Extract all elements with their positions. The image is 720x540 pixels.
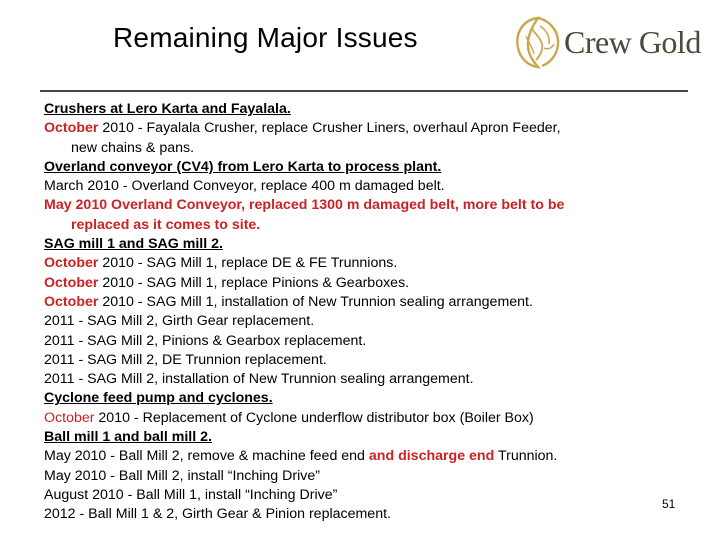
list-item	[44, 119, 644, 138]
list-item-continuation: replaced as it comes to site.	[71, 216, 261, 233]
item-text: 2010 - Fayalala Crusher, replace Crusher Liners, overhaul Apron Feeder,	[98, 120, 561, 137]
month-label: October	[44, 255, 99, 272]
crew-gold-logo	[512, 14, 702, 70]
item-text: 2010 - Replacement of Cyclone underflow distributor box (Boiler Box)	[94, 409, 534, 426]
lion-emblem-icon	[512, 14, 564, 70]
list-item: May 2010 - Ball Mill 2, install “Inching Drive”	[44, 467, 320, 484]
list-item-highlight: May 2010 Overland Conveyor, replaced 1300 m damaged belt, more belt to be	[44, 197, 565, 214]
item-text: 2010 - SAG Mill 1, installation of New Trunnion sealing arrangement.	[98, 293, 533, 310]
section-heading-ball: Ball mill 1 and ball mill 2.	[44, 429, 212, 446]
item-text: 2010 - SAG Mill 1, replace DE & FE Trunnions.	[98, 255, 398, 272]
month-label: October	[44, 409, 95, 426]
list-item: August 2010 - Ball Mill 1, install “Inching Drive”	[44, 486, 338, 503]
item-text: Trunnion.	[494, 448, 558, 465]
list-item: 2011 - SAG Mill 2, installation of New Trunnion sealing arrangement.	[44, 371, 474, 388]
month-label: October	[44, 274, 99, 291]
item-text: May 2010 - Ball Mill 2, remove & machine feed end	[44, 448, 369, 465]
section-heading-sag: SAG mill 1 and SAG mill 2.	[44, 236, 223, 253]
list-item: 2011 - SAG Mill 2, DE Trunnion replacement.	[44, 351, 327, 368]
section-heading-overland: Overland conveyor (CV4) from Lero Karta to process plant.	[44, 158, 442, 175]
list-item	[44, 254, 644, 273]
item-text: 2010 - SAG Mill 1, replace Pinions & Gearboxes.	[98, 274, 410, 291]
section-heading-crushers: Crushers at Lero Karta and Fayalala.	[44, 101, 291, 117]
page-number: 51	[662, 497, 676, 511]
month-label: October	[44, 293, 99, 310]
slide-title: Remaining Major Issues	[113, 22, 418, 53]
logo-text: Crew Gold	[564, 24, 701, 60]
highlight-text: and discharge end	[368, 448, 495, 465]
list-item: March 2010 - Overland Conveyor, replace 400 m damaged belt.	[44, 178, 445, 195]
title-divider	[40, 90, 688, 92]
month-label: October	[44, 120, 99, 137]
list-item: 2011 - SAG Mill 2, Girth Gear replacement.	[44, 313, 315, 330]
list-item: 2011 - SAG Mill 2, Pinions & Gearbox replacement.	[44, 332, 367, 349]
list-item	[44, 293, 644, 312]
section-heading-cyclone: Cyclone feed pump and cyclones.	[44, 390, 273, 407]
list-item	[44, 274, 644, 293]
list-item	[44, 447, 644, 466]
list-item-continuation: new chains & pans.	[71, 139, 195, 156]
issues-list	[44, 100, 644, 525]
list-item: 2012 - Ball Mill 1 & 2, Girth Gear & Pinion replacement.	[44, 506, 391, 523]
list-item	[44, 409, 644, 428]
